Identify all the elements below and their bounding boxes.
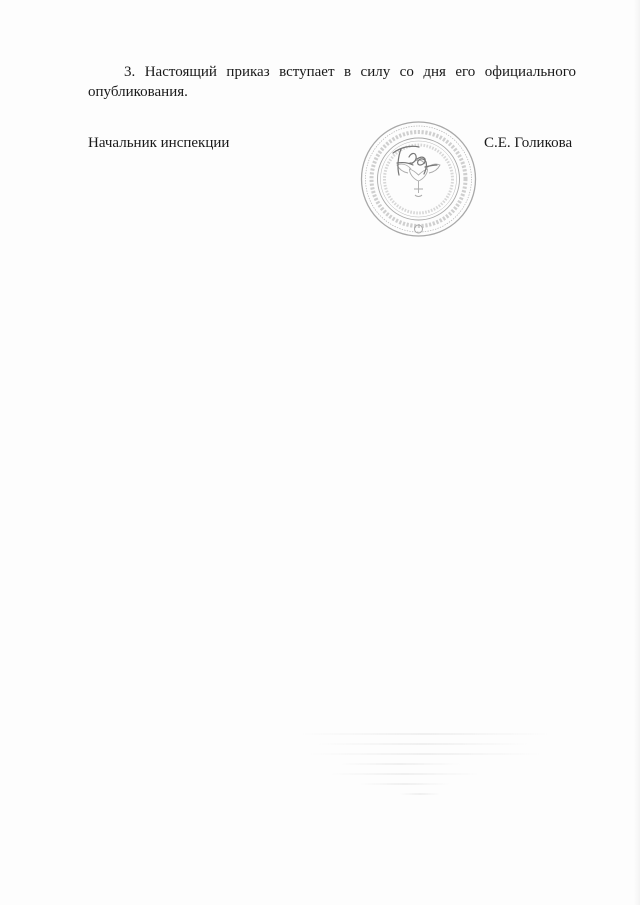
signatory-title: Начальник инспекции <box>88 135 230 151</box>
signatory-name: С.Е. Голикова <box>484 135 573 151</box>
official-seal-icon <box>357 119 480 239</box>
page-edge-shadow <box>634 0 640 905</box>
order-clause-paragraph: 3. Настоящий приказ вступает в силу со дня его официального опубликования. <box>88 64 576 100</box>
bleed-through-text <box>300 733 560 833</box>
